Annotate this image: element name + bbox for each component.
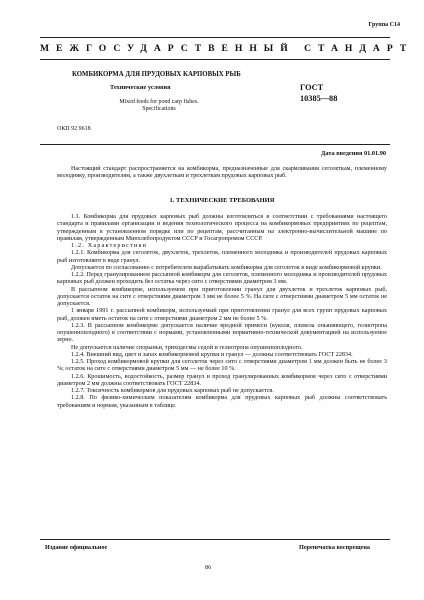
paragraph-1-2-1-note: Допускается по согласованию с потребителем вырабатывать комбикорма для сеголеток в виде комбикормовой крупки. — [71, 264, 382, 271]
requirements-text — [57, 214, 387, 410]
english-title-line1: Mixed feeds for pond carp fishes. — [119, 99, 199, 105]
gost-number: 10385—88 — [300, 93, 338, 103]
introduction-date: Дата введения 01.01.90 — [321, 150, 386, 157]
paragraph-1-2-1: 1.2.1. Комбикорма для сеголеток, двухлеток, трехлеток, племенного молодняка и производителей прудовых карповых рыб изготовляют в виде гранул. — [57, 250, 387, 264]
gost-designation — [300, 83, 337, 104]
footer-official-edition: Издание официальное — [45, 544, 108, 551]
document-title: КОМБИКОРМА ДЛЯ ПРУДОВЫХ КАРПОВЫХ РЫБ — [72, 71, 241, 78]
paragraph-1-2: 1.2. Характеристики — [71, 243, 148, 249]
paragraph-1-1: 1.1. Комбикорма для прудовых карповых рыб должны изготовляться в соответствии с требованиями настоящего стандарта и правилами организации и ведения технологического процесса на комбикормовых предприятиях по рецептам, утвержденным в установленном порядке или по рецептам, рассчитанным на электронно-вычислительной машине по правилам, утвержденным Минхлебопродуктом СССР и Госагропромом СССР. — [57, 214, 387, 242]
section-heading: 1. ТЕХНИЧЕСКИЕ ТРЕБОВАНИЯ — [169, 197, 275, 204]
standard-type-heading: МЕЖГОСУДАРСТВЕННЫЙ СТАНДАРТ — [40, 43, 414, 54]
paragraph-1-2-3-note: Не допускается наличие спорыньи, триходесмы седой и гелиотропа опушенноплодного. — [71, 344, 303, 351]
intro-block — [57, 166, 387, 181]
english-title — [104, 99, 214, 113]
gost-label: ГОСТ — [300, 83, 324, 92]
group-code: Группа С14 — [368, 22, 400, 28]
paragraph-1-2-2: 1.2.2. Перед гранулированием рассыпной комбикорм для сеголеток, племенного молодняка и производителей прудовых карповых рыб должен проходить без остатка через сито с отверстиями диаметром 3 мм. — [57, 272, 387, 286]
footer-rule — [40, 539, 390, 540]
english-title-line2: Specifications — [142, 106, 176, 113]
paragraph-1-2-3: 1.2.3. В рассыпном комбикорме допускается наличие вредной примеси (куколя, плевела опьяняющего, гелиотропа опушенноплодного) в соответствии с нормами, установленными нормативно-технической документацией на используемое зерно. — [57, 322, 387, 344]
paragraph-1-2-2-date: 1 января 1991 г. рассыпной комбикорм, используемый при приготовлении гранул для всех групп прудовых карповых рыб, должен иметь остаток на сите с отверстиями диаметром 2 мм не более 5 %. — [57, 308, 387, 322]
header-rule-bottom — [40, 59, 390, 60]
paragraph-1-2-5: 1.2.5. Проход комбикормовой крупки для сеголеток через сито с отверстиями диаметром 1 мм должен быть не более 3 %; остаток на сите с отверстиями диаметром 5 мм — не более 10 %. — [57, 359, 387, 373]
document-subtitle: Технические условия — [110, 84, 171, 91]
intro-paragraph: Настоящий стандарт распространяется на комбикорма, предназначенные для скармливания сеголеткам, племенному молодняку, производителям, а также двухлеткам и трехлеткам прудовых карповых рыб. — [57, 166, 387, 180]
date-rule — [40, 144, 390, 145]
paragraph-1-2-6: 1.2.6. Крошимость, водостойкость, размер гранул и проход гранулированных комбикормов через сито с отверстиями диаметром 2 мм должны соответствовать ГОСТ 22834. — [57, 373, 387, 387]
okp-code: ОКП 92 9618 — [57, 126, 91, 132]
paragraph-1-2-2-note: В рассыпном комбикорме, используемом при приготовлении гранул для двухлеток и трехлеток карповых рыб, допускается остаток на сите с отверстиями диаметром 3 мм не более 5 %. На сите с отверстиями диаметром 5 мм остаток не допускается. — [57, 286, 387, 307]
paragraph-1-2-4: 1.2.4. Внешний вид, цвет и запах комбикормовой крупки и гранул — должны соответствовать ГОСТ 22834. — [71, 351, 353, 358]
paragraph-1-2-7: 1.2.7. Токсичность комбикормов для прудовых карповых рыб не допускается. — [71, 388, 274, 394]
paragraph-1-2-8: 1.2.8. По физико-химическим показателям комбикорма для прудовых карповых рыб должны соответствовать требованиям и нормам, указанным в таблице. — [57, 395, 387, 409]
page-number: 86 — [205, 564, 212, 571]
footer-reprint-prohibited: Перепечатка воспрещена — [299, 544, 370, 551]
header-rule-top — [40, 37, 390, 38]
